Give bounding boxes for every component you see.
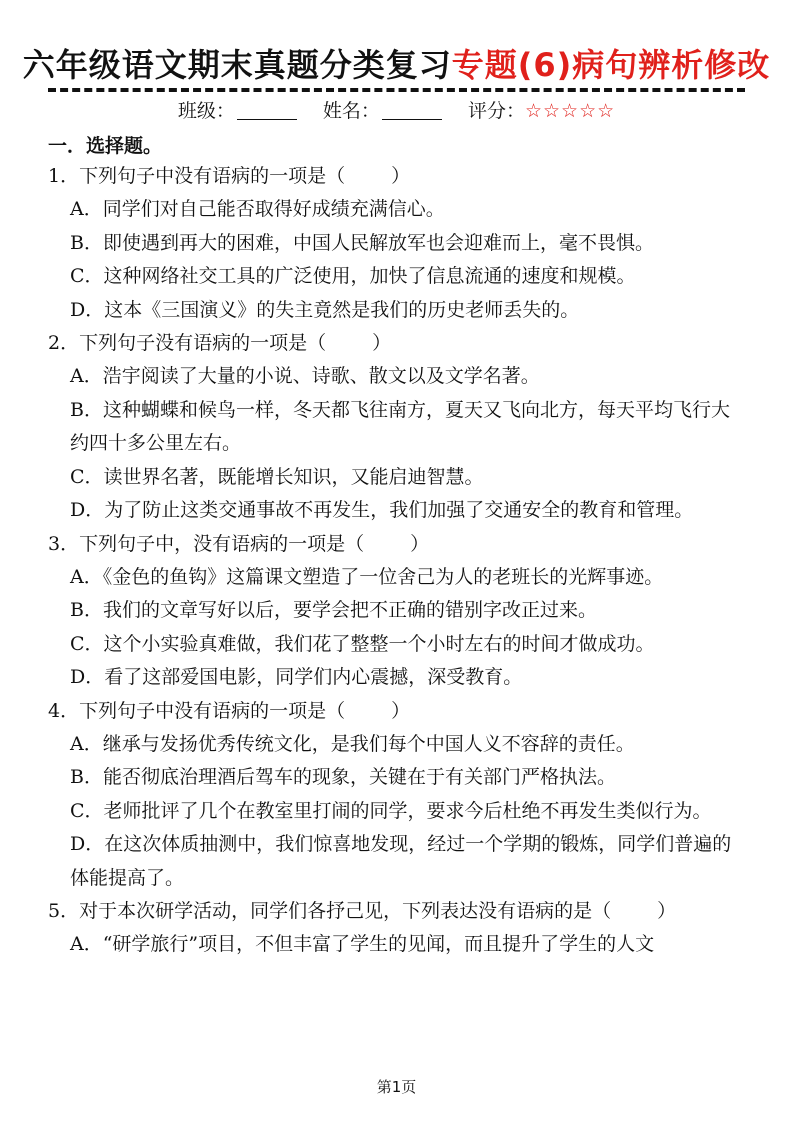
- option-d: D．为了防止这类交通事故不再发生，我们加强了交通安全的教育和管理。: [70, 499, 694, 521]
- option-c: C．老师批评了几个在教室里打闹的同学，要求今后杜绝不再发生类似行为。: [70, 799, 712, 822]
- option-b: B．即使遇到再大的困难，中国人民解放军也会迎难而上，毫不畏惧。: [70, 231, 654, 254]
- title-main: 六年级语文期末真题分类复习: [22, 46, 452, 84]
- page-number: 第1页: [376, 1078, 417, 1096]
- option-a: A．浩宇阅读了大量的小说、诗歌、散文以及文学名著。: [70, 365, 540, 387]
- class-field: [178, 96, 297, 123]
- question-5: [48, 895, 748, 962]
- question-1: [48, 160, 748, 327]
- option-a: A．继承与发扬优秀传统文化，是我们每个中国人义不容辞的责任。: [70, 732, 635, 755]
- question-text: 对于本次研学活动，同学们各抒己见，下列表达没有语病的是（: [79, 900, 612, 922]
- score-field: [468, 96, 615, 123]
- question-paren-close: ）: [410, 532, 430, 555]
- name-field: [323, 96, 442, 123]
- question-number: 4．: [48, 699, 80, 722]
- option-a: A．《金色的鱼钩》这篇课文塑造了一位舍己为人的老班长的光辉事迹。: [70, 565, 664, 588]
- question-number: 3．: [48, 532, 80, 555]
- question-stem: [48, 160, 748, 193]
- question-stem: [48, 895, 748, 928]
- question-stem: [48, 528, 748, 561]
- class-label: 班级：: [177, 100, 235, 122]
- section-heading: 一．选择题。: [48, 135, 163, 157]
- option-c: C．这种网络社交工具的广泛使用，加快了信息流通的速度和规模。: [70, 265, 636, 287]
- option-c: C．这个小实验真难做，我们花了整整一个小时左右的时间才做成功。: [70, 632, 655, 655]
- option-d: D．看了这部爱国电影，同学们内心震撼，深受教育。: [70, 666, 523, 688]
- question-paren-close: ）: [657, 900, 677, 922]
- question-number: 5．: [48, 900, 80, 922]
- option-d: D．这本《三国演义》的失主竟然是我们的历史老师丢失的。: [70, 298, 580, 321]
- option-a: A．“研学旅行”项目，不但丰富了学生的见闻，而且提升了学生的人文: [70, 933, 655, 955]
- question-paren-close: ）: [391, 699, 411, 722]
- name-label: 姓名：: [322, 100, 380, 122]
- question-stem: [48, 695, 748, 728]
- option-b: B．能否彻底治理酒后驾车的现象，关键在于有关部门严格执法。: [70, 766, 616, 788]
- option-c: C．读世界名著，既能增长知识，又能启迪智慧。: [70, 465, 484, 488]
- class-blank: [237, 101, 297, 120]
- question-2: [48, 327, 748, 528]
- option-b: B．这种蝴蝶和候鸟一样，冬天都飞往南方，夏天又飞向北方，每天平均飞行大约四十多公里左右。: [70, 398, 730, 454]
- title-divider: [48, 88, 745, 92]
- option-d: D．在这次体质抽测中，我们惊喜地发现，经过一个学期的锻炼，同学们普遍的体能提高了。: [70, 833, 732, 889]
- option-a: A．同学们对自己能否取得好成绩充满信心。: [70, 198, 445, 220]
- question-text: 下列句子中没有语病的一项是（: [79, 699, 346, 722]
- name-blank: [382, 101, 442, 120]
- title-topic: 专题(6)病句辨析修改: [451, 46, 771, 84]
- page-title: [0, 40, 793, 86]
- question-number: 1．: [48, 165, 80, 187]
- question-text: 下列句子中，没有语病的一项是（: [79, 532, 365, 555]
- student-info-row: [0, 96, 793, 124]
- question-stem: [48, 327, 748, 360]
- question-number: 2．: [48, 332, 80, 354]
- question-text: 下列句子没有语病的一项是（: [79, 332, 327, 354]
- question-3: [48, 528, 748, 695]
- option-b: B．我们的文章写好以后，要学会把不正确的错别字改正过来。: [70, 599, 597, 621]
- question-list: [48, 160, 748, 962]
- question-paren-close: ）: [391, 165, 411, 187]
- question-4: [48, 695, 748, 896]
- score-stars: ☆☆☆☆☆: [524, 100, 616, 122]
- score-label: 评分：: [467, 100, 525, 122]
- question-text: 下列句子中没有语病的一项是（: [79, 165, 346, 187]
- question-paren-close: ）: [372, 332, 392, 354]
